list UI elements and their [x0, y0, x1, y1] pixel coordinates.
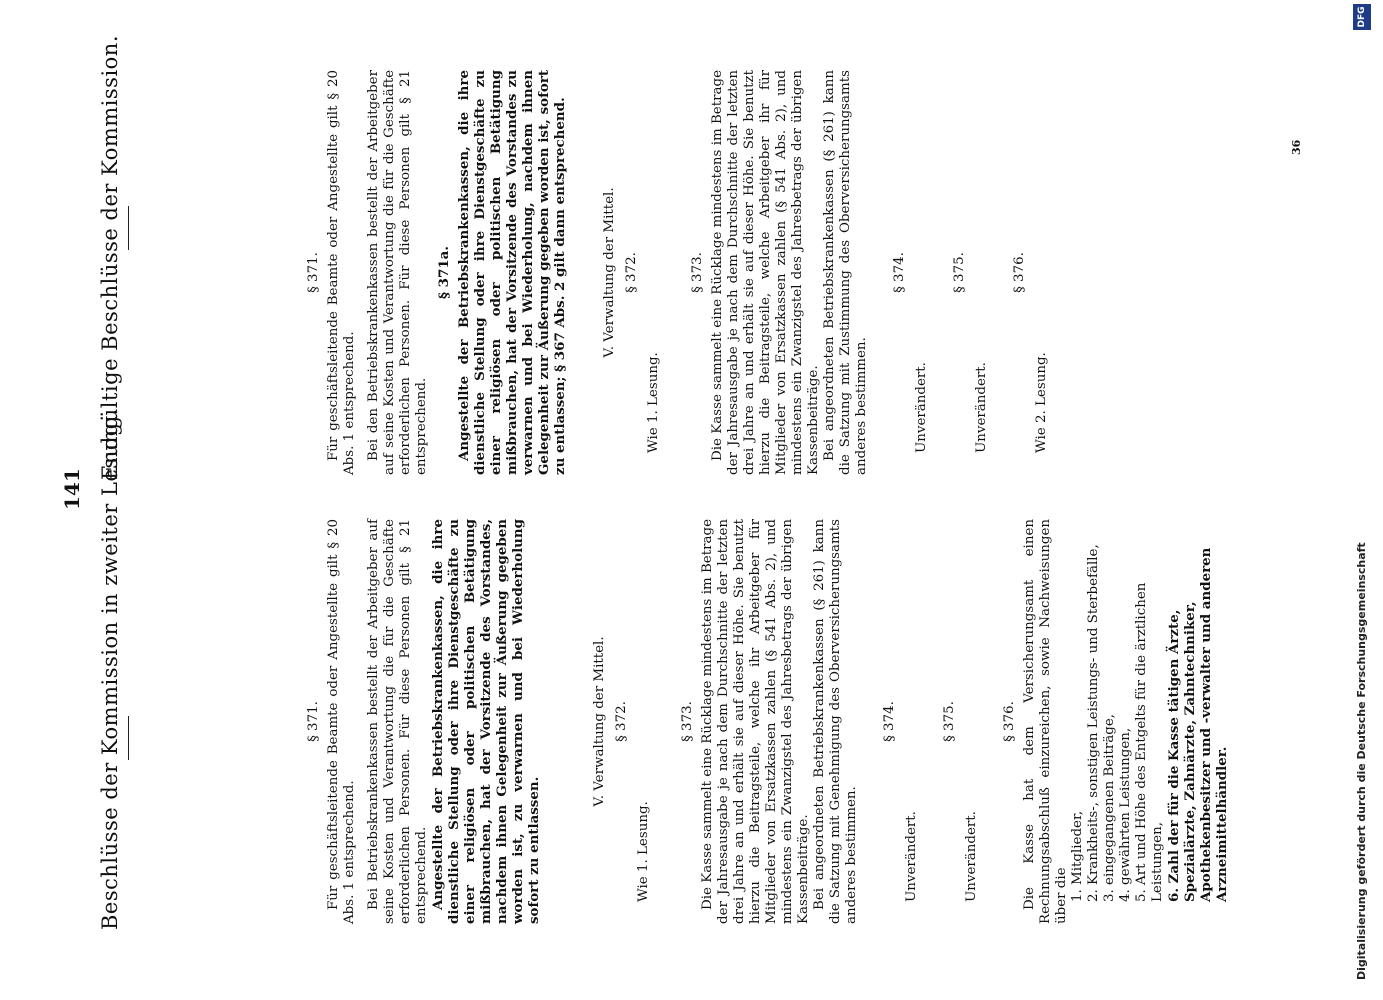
section-heading: § 375. [942, 701, 957, 742]
left-column-heading: Beschlüsse der Kommission in zweiter Lesung. [98, 408, 122, 930]
list-item: 6. Zahl der für die Kasse tätigen Ärzte, Spezialärzte, Zahnärzte, Zahntechniker, Apothekenbesitzer und -verwalter und anderen Arzneimittelhändler. [1166, 547, 1230, 902]
paragraph: Unverändert. [964, 811, 979, 902]
right-heading-rule [128, 206, 129, 250]
left-heading-rule [128, 716, 129, 760]
page-number: 141 [60, 468, 84, 510]
list-item: 4. gewährten Leistungen, [1118, 727, 1133, 902]
paragraph: Für geschäftsleitende Beamte oder Angestellte gilt § 20 Abs. 1 entsprechend. [326, 519, 357, 924]
section-heading: § 376. [1012, 252, 1027, 293]
paragraph: Wie 2. Lesung. [1034, 352, 1049, 453]
chapter-heading: V. Verwaltung der Mittel. [592, 636, 607, 807]
section-heading: § 371. [306, 252, 321, 293]
section-heading: § 372. [614, 701, 629, 742]
right-column-heading: Endgültige Beschlüsse der Kommission. [98, 34, 122, 480]
paragraph: Die Kasse sammelt eine Rücklage mindestens im Betrage der Jahresausgabe je nach dem Durchschnitte der letzten drei Jahre an und erhält sie auf dieser Höhe. Sie benutzt hierzu die Beitragsteile, welche ihr Arbeitgeber für Mitglieder von Ersatzkassen zahlen (§ 541 Abs. 2), und mindestens ein Zwanzigstel des Jahresbetrags der übrigen Kassenbeiträge. [700, 519, 811, 924]
section-heading: § 376. [1002, 701, 1017, 742]
paragraph: Für geschäftsleitende Beamte oder Angestellte gilt § 20 Abs. 1 entsprechend. [326, 70, 357, 475]
paragraph: Wie 1. Lesung. [646, 352, 661, 453]
section-heading: § 373. [690, 252, 705, 293]
section-heading: § 375. [952, 252, 967, 293]
paragraph: Unverändert. [904, 811, 919, 902]
paragraph: Wie 1. Lesung. [636, 801, 651, 902]
enumeration-list [1070, 519, 1230, 924]
paragraph: Bei den Betriebskrankenkassen bestellt der Arbeitgeber auf seine Kosten und Verantwortung die für die Geschäfte erforderlichen Personen. Für diese Personen gilt § 21 entsprechend. [366, 70, 429, 475]
paragraph: Unverändert. [914, 362, 929, 453]
section-heading: § 372. [624, 252, 639, 293]
list-item: 5. Art und Höhe des Entgelts für die ärztlichen Leistungen, [1134, 582, 1165, 902]
paragraph: Bei angeordneten Betriebskrankenkassen (§ 261) kann die Satzung mit Genehmigung des Oberversicherungsamts anderes bestimmen. [812, 519, 859, 924]
paragraph: Die Kasse sammelt eine Rücklage mindestens im Betrage der Jahresausgabe je nach dem Durchschnitte der letzten drei Jahre an und erhält sie auf dieser Höhe. Sie benutzt hierzu die Beitragsteile, welche Arbeitgeber ihr für Mitglieder von Ersatzkassen zahlen (§ 541 Abs. 2), und mindestens ein Zwanzigstel des Jahresbetrags der übrigen Kassenbeiträge. [710, 70, 821, 475]
paragraph: Unverändert. [974, 362, 989, 453]
section-heading: § 374. [882, 701, 897, 742]
list-item: 3. eingegangenen Beiträge, [1102, 713, 1117, 902]
paragraph: Bei angeordneten Betriebskrankenkassen (§ 261) kann die Satzung mit Zustimmung des Oberversicherungsamts anderes bestimmen. [822, 70, 869, 475]
left-column [300, 519, 1230, 924]
chapter-heading: V. Verwaltung der Mittel. [602, 187, 617, 358]
section-heading: § 371a. [436, 246, 452, 299]
section-heading: § 371. [306, 701, 321, 742]
digitization-credit: Digitalisierung gefördert durch die Deutsche Forschungsgemeinschaft [1355, 542, 1368, 980]
right-column [300, 70, 1050, 475]
paragraph: Bei Betriebskrankenkassen bestellt der Arbeitgeber auf seine Kosten und Verantwortung die für die Geschäfte erforderlichen Personen. Für diese Personen gilt § 21 entsprechend. [366, 519, 429, 924]
paragraph-bold: Angestellte der Betriebskrankenkassen, die ihre dienstliche Stellung oder ihre Dienstgeschäfte zu einer religiösen oder politischen Betätigung mißbrauchen, hat der Vorsitzende des Vorstandes, nachdem ihnen Gelegenheit zur Äußerung gegeben worden ist, zu verwarnen und bei Wiederholung sofort zu entlassen. [430, 519, 542, 924]
section-heading: § 374. [892, 252, 907, 293]
paragraph-bold: Angestellte der Betriebskrankenkassen, die ihre dienstliche Stellung oder ihre Dienstgeschäfte zu einer religiösen oder politischen Betätigung mißbrauchen, hat der Vorsitzende des Vorstandes zu verwarnen und bei Wiederholung, nachdem ihnen Gelegenheit zur Äußerung gegeben worden ist, sofort zu entlassen; § 367 Abs. 2 gilt dann entsprechend. [456, 70, 568, 475]
list-item: 2. Krankheits-, sonstigen Leistungs- und Sterbefälle, [1086, 544, 1101, 902]
section-heading: § 373. [680, 701, 695, 742]
dfg-logo: DFG [1353, 4, 1371, 30]
list-item: 1. Mitglieder, [1070, 810, 1085, 902]
paragraph: Die Kasse hat dem Versicherungsamt einen Rechnungsabschluß einzureichen, sowie Nachweisungen über die [1022, 519, 1069, 924]
footer-number: 36 [1290, 139, 1303, 155]
